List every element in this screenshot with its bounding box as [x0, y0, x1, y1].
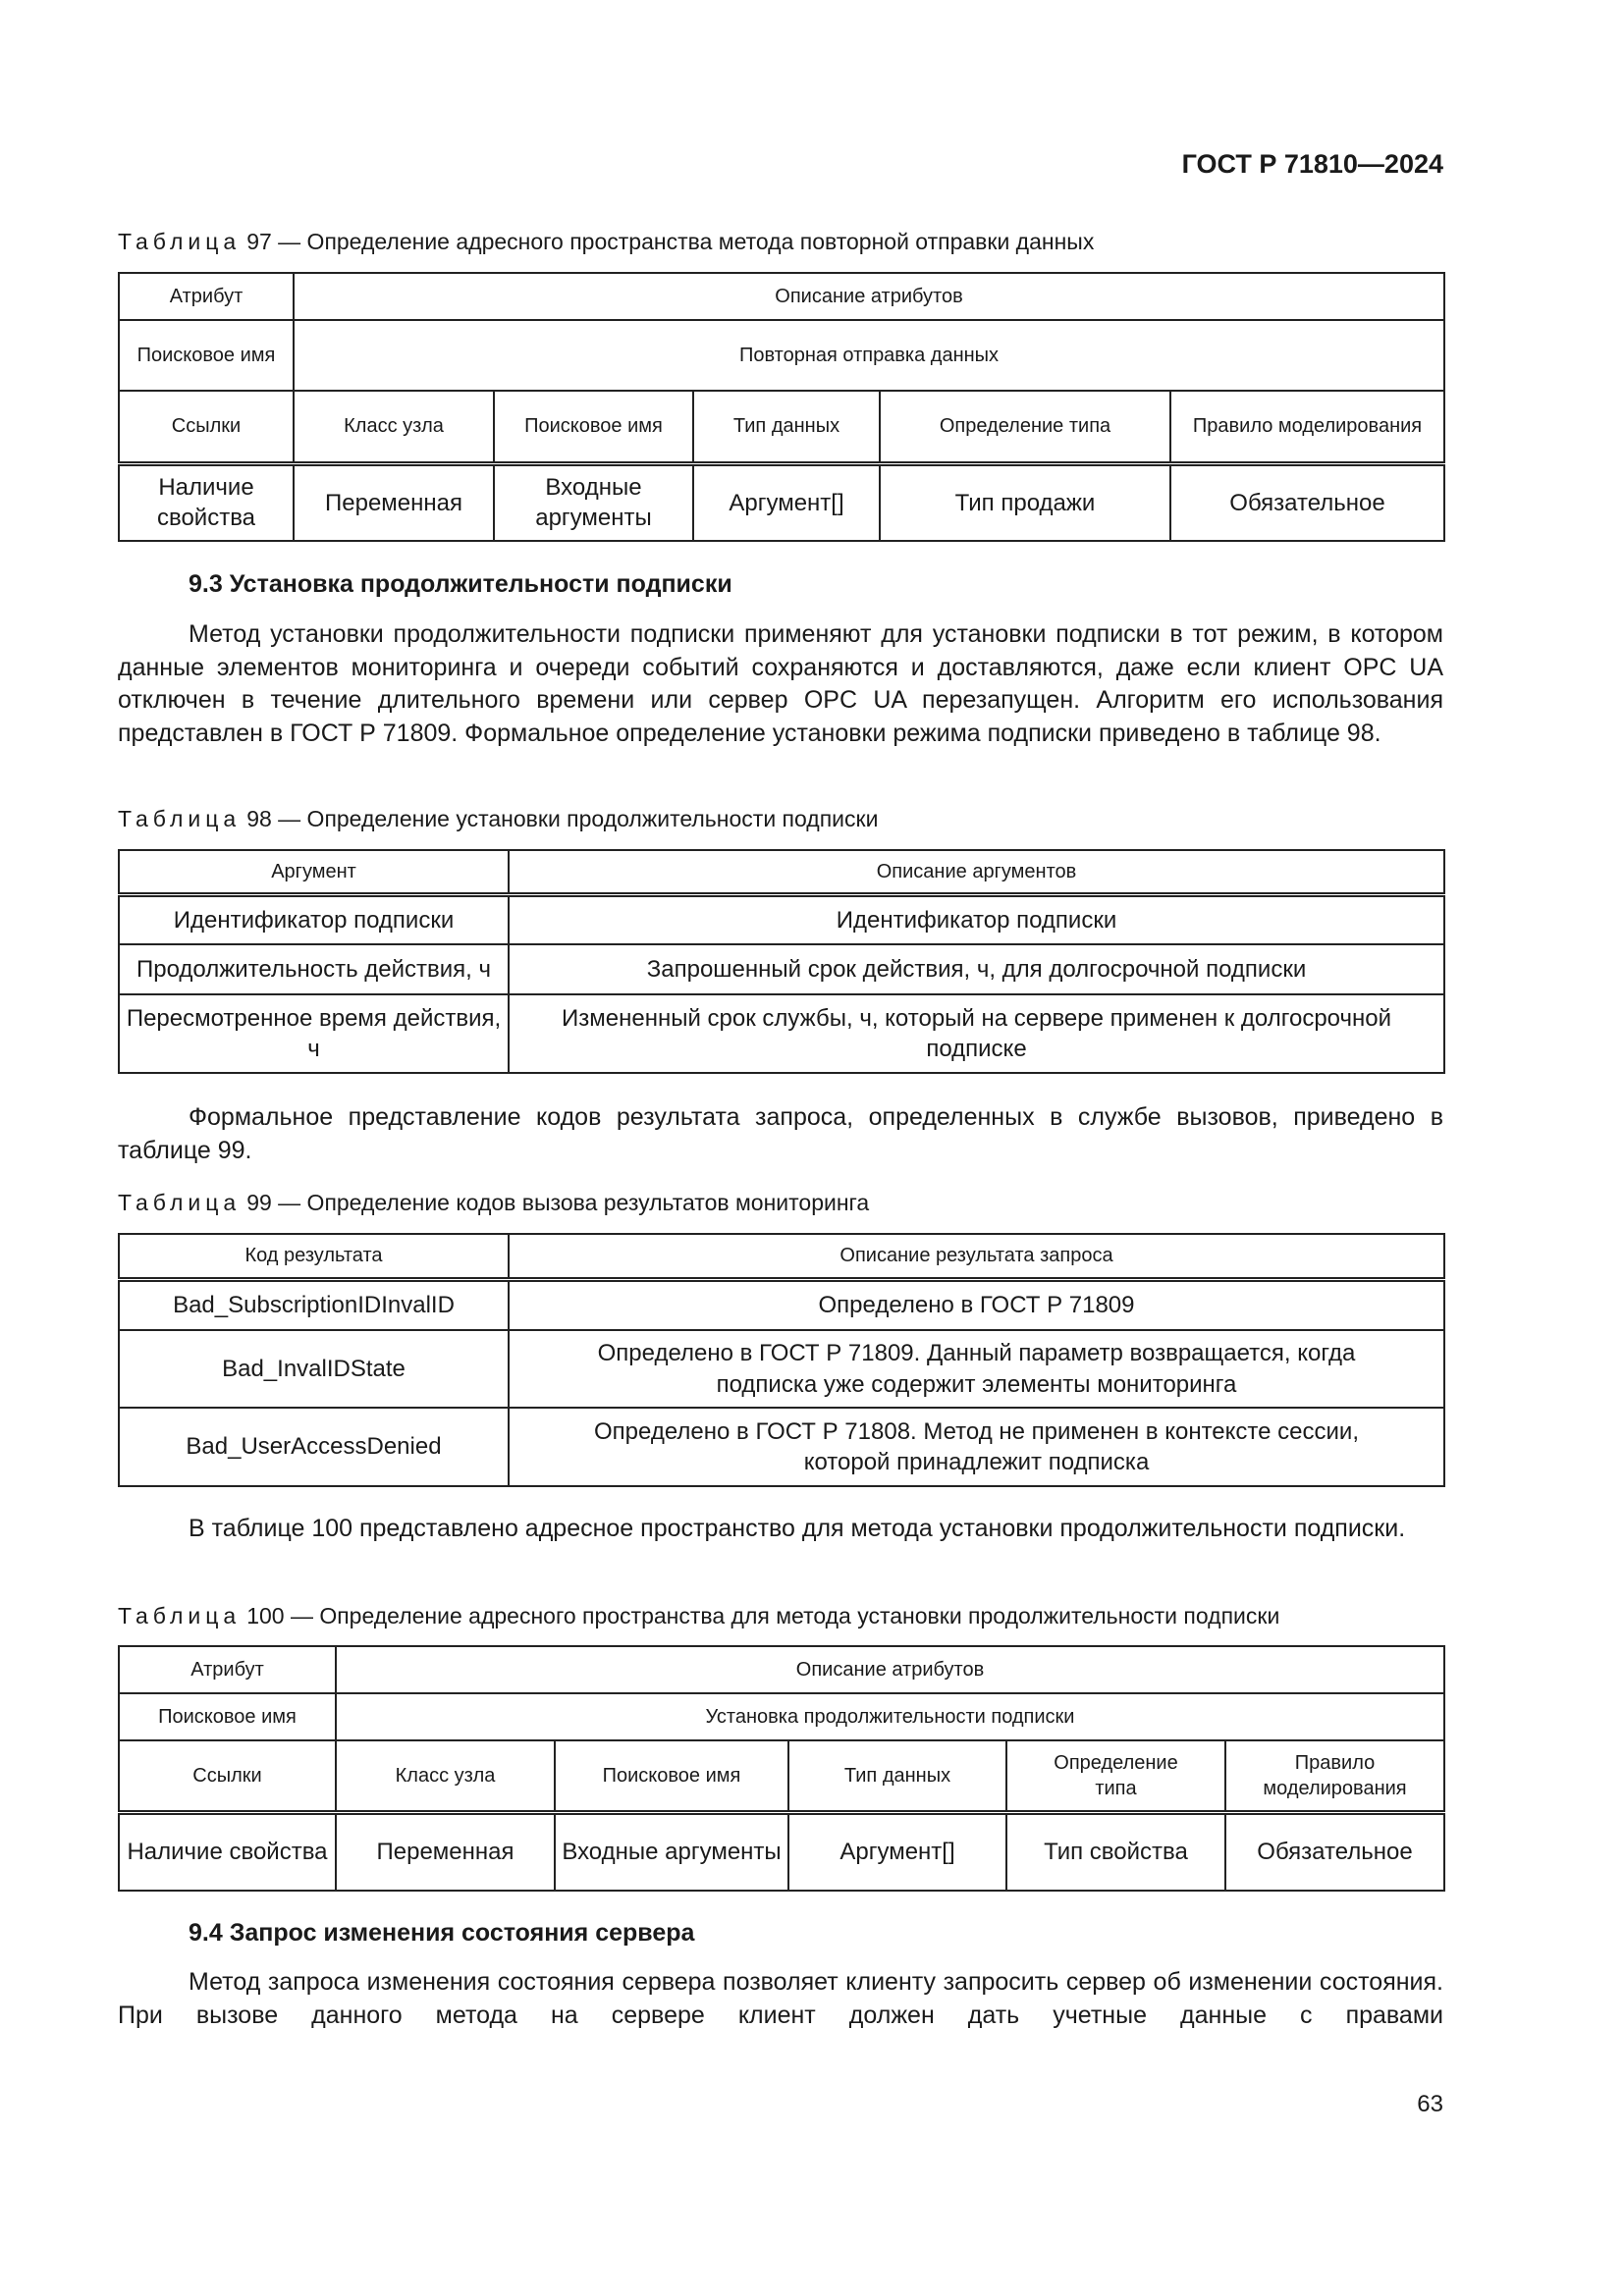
cell: Поисковое имя — [119, 320, 294, 391]
cell: Описание атрибутов — [294, 273, 1444, 320]
table98 — [118, 849, 1443, 1074]
cell: Bad_InvalIDState — [119, 1330, 509, 1408]
cell: Атрибут — [119, 1646, 336, 1693]
caption-text: 98 — Определение установки продолжительности подписки — [246, 806, 879, 831]
cell: Идентификатор подписки — [509, 894, 1444, 944]
caption-text: 99 — Определение кодов вызова результатов мониторинга — [246, 1190, 870, 1215]
cell: Продолжительность действия, ч — [119, 944, 509, 994]
cell: Входные аргументы — [494, 463, 693, 541]
caption-word: Таблица — [118, 806, 242, 831]
caption-text: 97 — Определение адресного пространства метода повторной отправки данных — [246, 229, 1095, 254]
cell: Поисковое имя — [494, 391, 693, 463]
cell: Поисковое имя — [119, 1693, 336, 1740]
cell: Определение типа — [880, 391, 1170, 463]
cell: Класс узла — [336, 1740, 555, 1812]
cell: Тип данных — [693, 391, 880, 463]
cell: Ссылки — [119, 1740, 336, 1812]
document-id: ГОСТ Р 71810—2024 — [1181, 149, 1443, 179]
cell: Аргумент — [119, 850, 509, 894]
cell: Измененный срок службы, ч, который на сервере применен к долгосрочной подписке — [509, 994, 1444, 1073]
cell: Описание атрибутов — [336, 1646, 1444, 1693]
cell: Аргумент[] — [693, 463, 880, 541]
paragraph: Формальное представление кодов результата запроса, определенных в службе вызовов, приведено в таблице 99. — [118, 1103, 1443, 1164]
cell: Ссылки — [119, 391, 294, 463]
cell: Обязательное — [1225, 1812, 1444, 1891]
cell: Bad_UserAccessDenied — [119, 1408, 509, 1486]
paragraph: Метод запроса изменения состояния сервера позволяет клиенту запросить сервер об изменении состояния. При вызове данного метода на сервере клиент должен дать учетные данные с правами — [118, 1968, 1443, 2029]
cell: Класс узла — [294, 391, 494, 463]
cell: Правило моделирования — [1225, 1740, 1444, 1812]
cell: Описание аргументов — [509, 850, 1444, 894]
cell: Тип данных — [788, 1740, 1006, 1812]
table100-caption — [118, 1603, 1443, 1629]
cell: Повторная отправка данных — [294, 320, 1444, 391]
cell: Определено в ГОСТ Р 71809. Данный параметр возвращается, когда подписка уже содержит элементы мониторинга — [509, 1330, 1444, 1408]
cell: Идентификатор подписки — [119, 894, 509, 944]
caption-word: Таблица — [118, 1190, 242, 1215]
section-heading-9-4: 9.4 Запрос изменения состояния сервера — [189, 1919, 695, 1947]
cell: Описание результата запроса — [509, 1234, 1444, 1279]
section-heading-9-3: 9.3 Установка продолжительности подписки — [189, 570, 732, 598]
table97 — [118, 272, 1443, 542]
cell: Тип свойства — [1006, 1812, 1225, 1891]
cell: Аргумент[] — [788, 1812, 1006, 1891]
caption-text: 100 — Определение адресного пространства для метода установки продолжительности подписки — [246, 1603, 1280, 1629]
cell: Наличие свойства — [119, 463, 294, 541]
page-number: 63 — [1417, 2091, 1443, 2117]
table98-caption — [118, 806, 1443, 832]
cell: Переменная — [294, 463, 494, 541]
caption-word: Таблица — [118, 1603, 242, 1629]
caption-word: Таблица — [118, 229, 242, 254]
cell: Атрибут — [119, 273, 294, 320]
cell: Код результата — [119, 1234, 509, 1279]
cell: Правило моделирования — [1170, 391, 1444, 463]
table100 — [118, 1645, 1443, 1892]
table99 — [118, 1233, 1443, 1487]
table99-caption — [118, 1190, 1443, 1216]
table97-caption — [118, 229, 1443, 255]
cell: Определено в ГОСТ Р 71808. Метод не применен в контексте сессии, которой принадлежит подписка — [509, 1408, 1444, 1486]
cell: Определение типа — [1006, 1740, 1225, 1812]
cell: Обязательное — [1170, 463, 1444, 541]
cell: Входные аргументы — [555, 1812, 788, 1891]
cell: Переменная — [336, 1812, 555, 1891]
cell: Пересмотренное время действия, ч — [119, 994, 509, 1073]
paragraph: В таблице 100 представлено адресное пространство для метода установки продолжительности подписки. — [189, 1515, 1406, 1542]
cell: Наличие свойства — [119, 1812, 336, 1891]
cell: Тип продажи — [880, 463, 1170, 541]
cell: Установка продолжительности подписки — [336, 1693, 1444, 1740]
cell: Запрошенный срок действия, ч, для долгосрочной подписки — [509, 944, 1444, 994]
cell: Поисковое имя — [555, 1740, 788, 1812]
cell: Определено в ГОСТ Р 71809 — [509, 1279, 1444, 1330]
paragraph: Метод установки продолжительности подписки применяют для установки подписки в тот режим, в котором данные элементов мониторинга и очереди событий сохраняются и доставляются, даже если клиент OPC UA отключен в течение длительного времени или сервер OPC UA перезапущен. Алгоритм его использования представлен в ГОСТ Р 71809. Формальное определение установки режима подписки приведено в таблице 98. — [118, 620, 1443, 747]
cell: Bad_SubscriptionIDInvalID — [119, 1279, 509, 1330]
